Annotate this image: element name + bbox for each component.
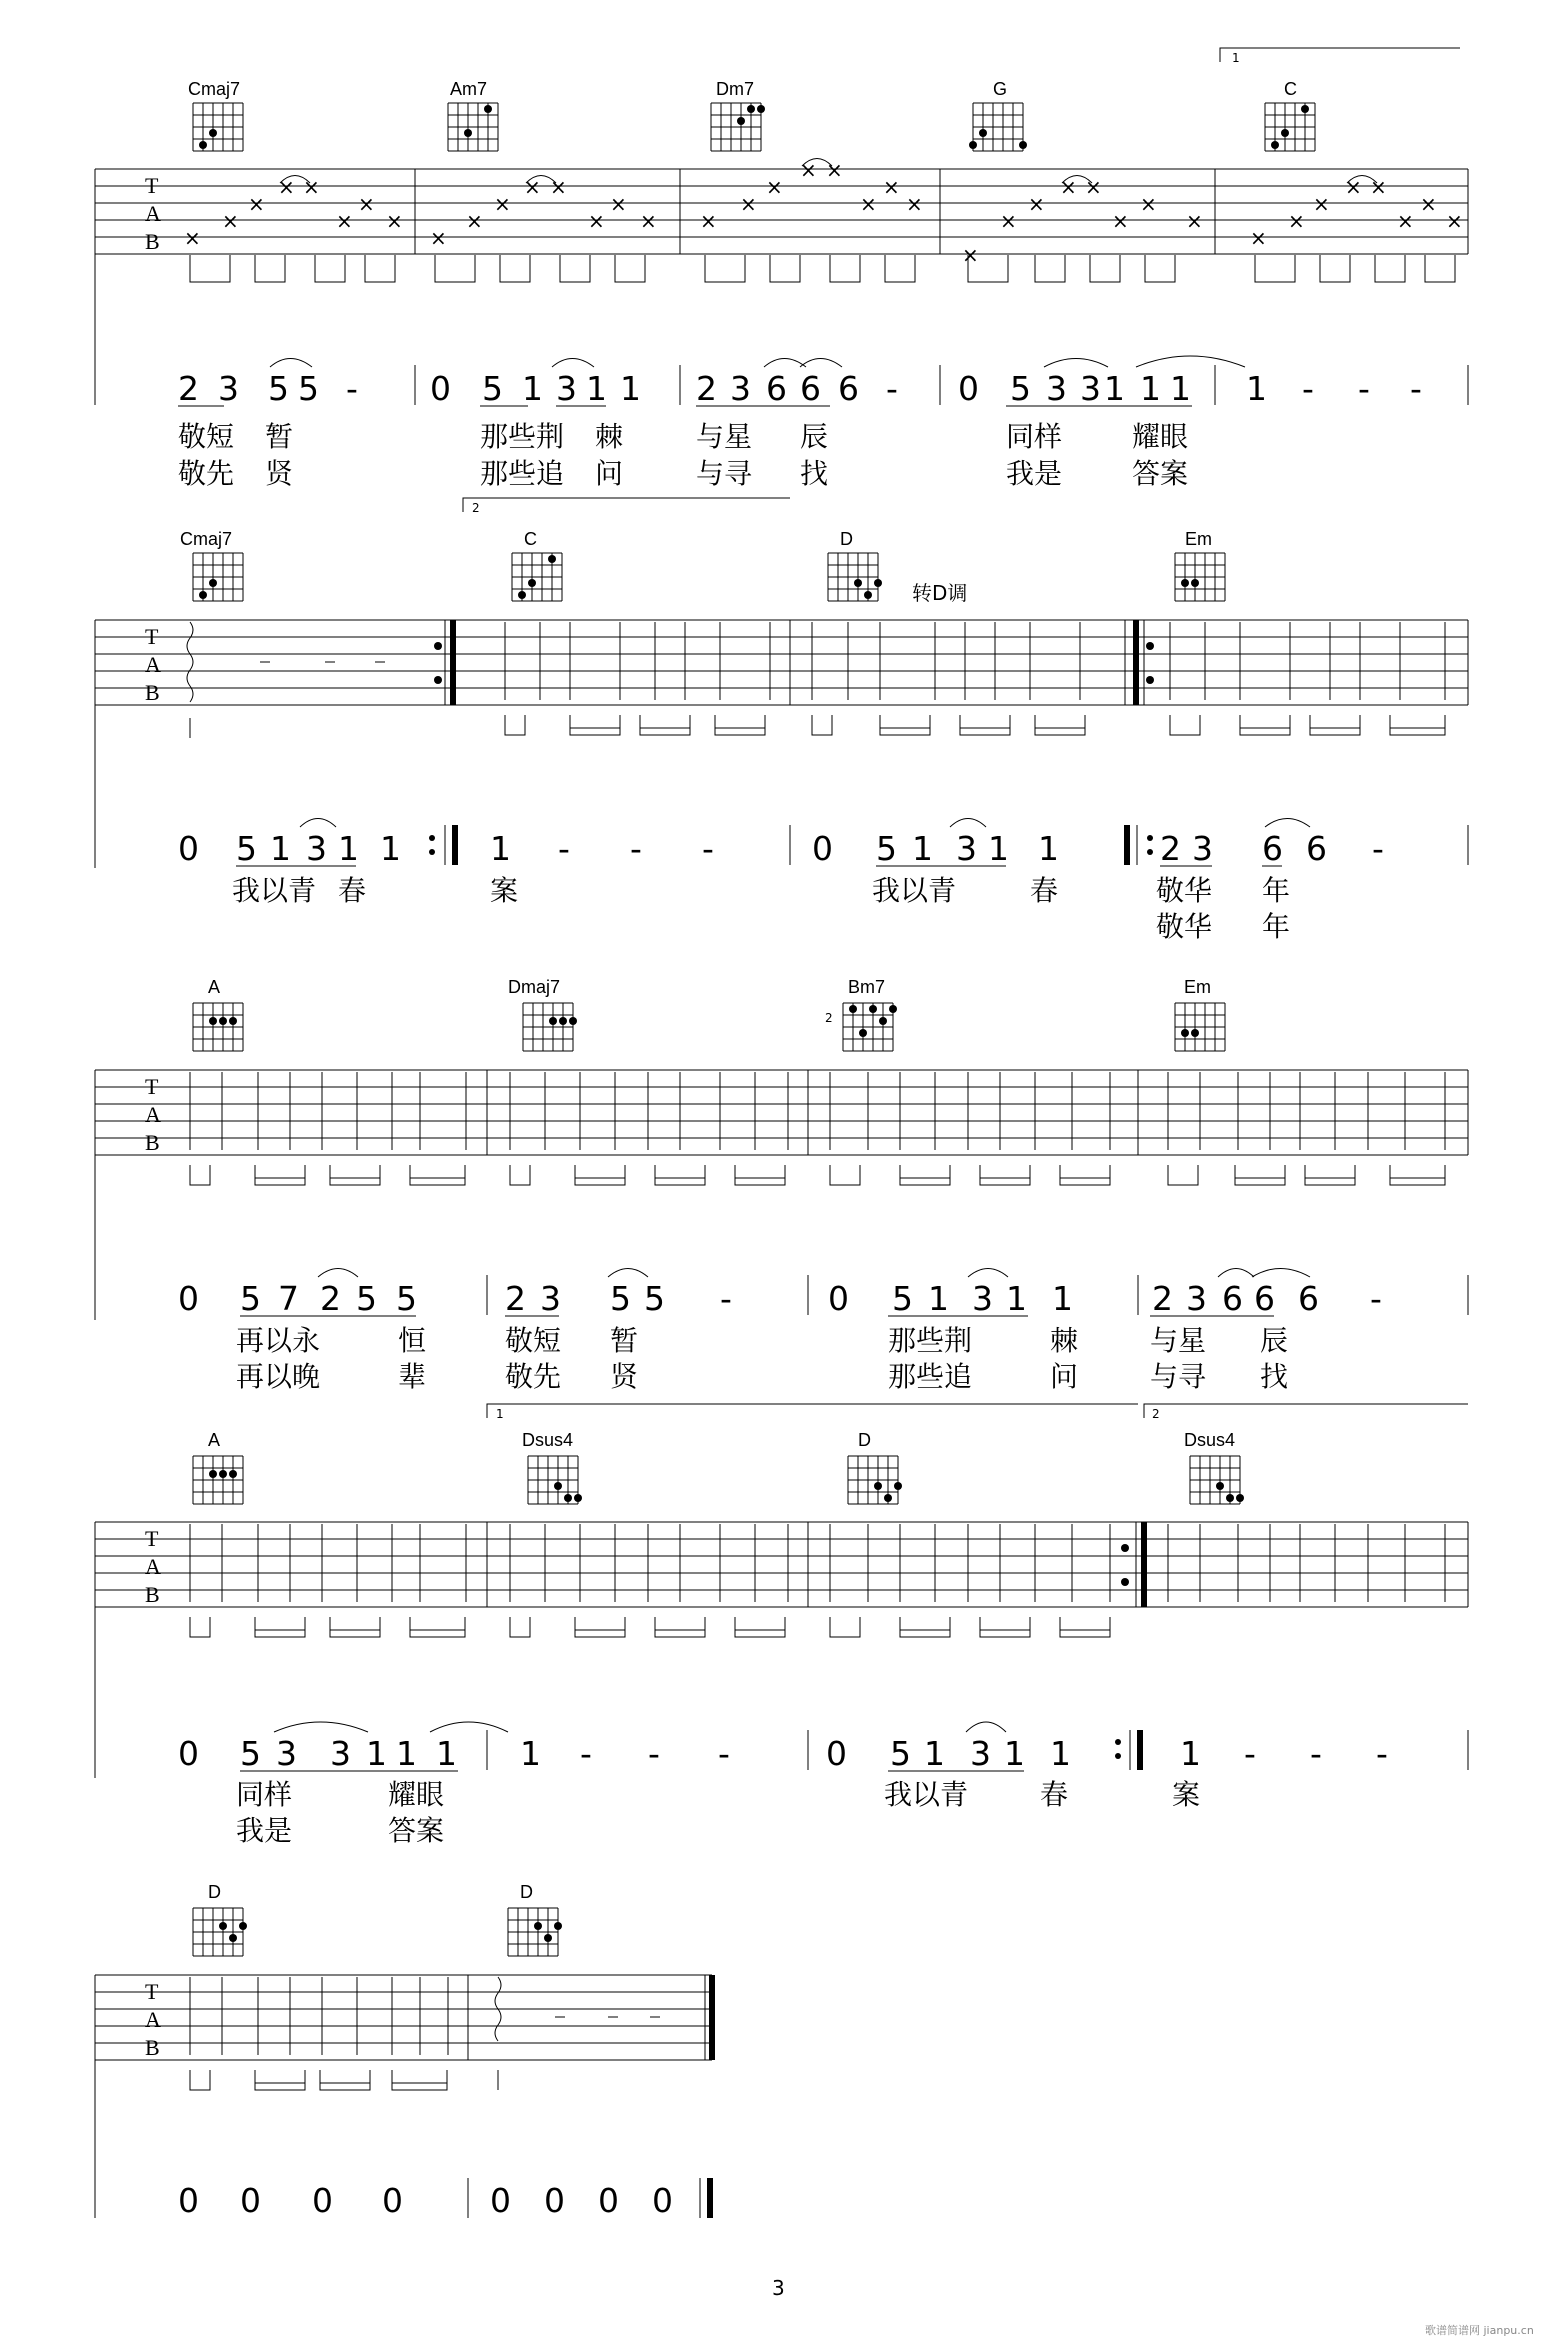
note: 3: [556, 369, 577, 408]
system-4: [95, 1404, 1468, 1847]
chord-name-a: A: [208, 977, 221, 997]
svg-text:×: ×: [1345, 175, 1362, 199]
bm7-fret-number: 2: [825, 1011, 833, 1025]
tab-letter-t: T: [145, 624, 159, 649]
lyric: 春: [338, 874, 367, 907]
system-3: [95, 977, 1468, 1393]
note: 5: [482, 369, 503, 408]
tab-staff-1: [95, 158, 1468, 404]
svg-text:×: ×: [303, 175, 320, 199]
note: 5: [356, 1279, 377, 1318]
lyric: 年: [1262, 874, 1291, 907]
note: 5: [298, 369, 319, 408]
chord-name-dm7: Dm7: [716, 79, 755, 99]
lyric: 我是: [236, 1814, 293, 1847]
svg-text:×: ×: [610, 192, 627, 216]
note: 0: [544, 2181, 565, 2220]
svg-text:×: ×: [222, 209, 239, 233]
note: -: [1310, 1734, 1322, 1773]
tab-letter-a: A: [145, 2007, 161, 2032]
svg-text:×: ×: [1397, 209, 1414, 233]
note: 6: [1306, 829, 1327, 868]
svg-text:×: ×: [1250, 226, 1267, 250]
note: 5: [396, 1279, 417, 1318]
lyric: 敬华: [1156, 874, 1213, 907]
chord-name-c: C: [524, 529, 537, 549]
chord-name-cmaj7: Cmaj7: [188, 79, 241, 99]
note: -: [1244, 1734, 1256, 1773]
svg-text:×: ×: [740, 192, 757, 216]
lyric: 问: [1050, 1360, 1079, 1393]
svg-text:×: ×: [430, 226, 447, 250]
lyric: 敬短: [505, 1324, 562, 1357]
lyric: 棘: [1050, 1324, 1079, 1357]
note: 6: [1254, 1279, 1275, 1318]
note: -: [1372, 829, 1384, 868]
lyric: 找: [800, 457, 829, 490]
key-change-label: 转D调: [912, 581, 968, 605]
chord-name-am7: Am7: [450, 79, 488, 99]
lyric: 我以青: [232, 874, 317, 907]
lyric: 问: [595, 457, 624, 490]
tab-letter-a: A: [145, 652, 161, 677]
chord-name-dsus4: Dsus4: [522, 1430, 574, 1450]
note: 6: [800, 369, 821, 408]
note: 0: [312, 2181, 333, 2220]
svg-text:×: ×: [386, 209, 403, 233]
lyric: 年: [1262, 910, 1291, 943]
svg-text:×: ×: [588, 209, 605, 233]
note: 1: [380, 829, 401, 868]
lyric: 春: [1040, 1778, 1069, 1811]
lyrics-row-4: [236, 1778, 1200, 1847]
note: 3: [276, 1734, 297, 1773]
svg-text:×: ×: [1112, 209, 1129, 233]
note: -: [346, 369, 358, 408]
note: 1: [1246, 369, 1267, 408]
svg-text:×: ×: [184, 226, 201, 250]
note: -: [718, 1734, 730, 1773]
tab-letter-a: A: [145, 201, 161, 226]
lyric: 辈: [398, 1360, 427, 1393]
note: 1: [396, 1734, 417, 1773]
chord-diagram-em: [1175, 1003, 1225, 1051]
note: 0: [178, 2181, 199, 2220]
svg-text:×: ×: [640, 209, 657, 233]
note: 3: [218, 369, 239, 408]
jianpu-row-5: [178, 2178, 710, 2220]
note: 0: [178, 1279, 199, 1318]
lyric: 那些荆: [480, 420, 565, 453]
note: 1: [338, 829, 359, 868]
lyric: 那些追: [888, 1360, 973, 1393]
note: 3: [1186, 1279, 1207, 1318]
svg-text:×: ×: [700, 209, 717, 233]
lyrics-row-2: [232, 874, 1290, 943]
tab-letter-b: B: [145, 680, 160, 705]
svg-text:×: ×: [962, 243, 979, 267]
chord-diagram-d-2: [508, 1908, 562, 1956]
svg-text:×: ×: [358, 192, 375, 216]
lyric: 辰: [800, 420, 829, 453]
tab-letter-a: A: [145, 1554, 161, 1579]
tab-letter-t: T: [145, 1526, 159, 1551]
jianpu-row-4: [178, 1722, 1468, 1773]
note: 3: [1192, 829, 1213, 868]
lyric: 耀眼: [388, 1778, 445, 1811]
note: 3: [330, 1734, 351, 1773]
lyric: 棘: [595, 420, 624, 453]
lyric: 辰: [1260, 1324, 1289, 1357]
chord-name-cmaj7: Cmaj7: [180, 529, 233, 549]
lyric: 答案: [388, 1814, 445, 1847]
note: 6: [1222, 1279, 1243, 1318]
note: 0: [598, 2181, 619, 2220]
page-number: 3: [772, 2276, 785, 2300]
lyric: 同样: [1006, 420, 1063, 453]
lyric: 再以晚: [236, 1360, 321, 1393]
lyric: 同样: [236, 1778, 293, 1811]
chord-name-d: D: [858, 1430, 871, 1450]
system-1: [95, 48, 1468, 490]
lyric: 案: [490, 874, 519, 907]
note: 0: [430, 369, 451, 408]
tab-letter-t: T: [145, 1074, 159, 1099]
svg-text:×: ×: [1420, 192, 1437, 216]
chord-diagram-dsus4-2: [1190, 1456, 1244, 1504]
note: 1: [586, 369, 607, 408]
ending-2-label: 2: [472, 501, 480, 515]
svg-text:×: ×: [278, 175, 295, 199]
lyric: 找: [1260, 1360, 1289, 1393]
note: 0: [382, 2181, 403, 2220]
tab-letter-a: A: [145, 1102, 161, 1127]
svg-text:×: ×: [1000, 209, 1017, 233]
note: 6: [838, 369, 859, 408]
note: 0: [178, 1734, 199, 1773]
note: 0: [652, 2181, 673, 2220]
note: 1: [620, 369, 641, 408]
svg-text:×: ×: [1085, 175, 1102, 199]
chord-diagram-dsus4: [528, 1456, 582, 1504]
jianpu-row-1: [95, 356, 1468, 408]
svg-text:×: ×: [766, 175, 783, 199]
chord-diagram-d: [193, 1908, 247, 1956]
lyric: 敬先: [178, 457, 235, 490]
chord-name-a: A: [208, 1430, 221, 1450]
tab-letter-b: B: [145, 1130, 160, 1155]
svg-text:×: ×: [1060, 175, 1077, 199]
note: 5: [1010, 369, 1031, 408]
chord-diagram-am7: [448, 103, 498, 151]
note: 5: [644, 1279, 665, 1318]
chord-diagram-bm7: [843, 1003, 897, 1051]
note: -: [648, 1734, 660, 1773]
jianpu-row-3: [178, 1269, 1468, 1319]
lyric: 我以青: [884, 1778, 969, 1811]
note: 3: [956, 829, 977, 868]
note: 3: [970, 1734, 991, 1773]
note: -: [1376, 1734, 1388, 1773]
chord-diagram-dmaj7: [523, 1003, 577, 1051]
lyrics-row-1: [178, 420, 1188, 490]
chord-diagram-a: [193, 1456, 243, 1504]
tab-letter-b: B: [145, 1582, 160, 1607]
ending-2-label: 2: [1152, 1407, 1160, 1421]
note: 5: [876, 829, 897, 868]
lyric: 恒: [398, 1324, 427, 1357]
ending-1-label: 1: [496, 1407, 504, 1421]
note: -: [1410, 369, 1422, 408]
note: 7: [278, 1279, 299, 1318]
note: 5: [610, 1279, 631, 1318]
note: 5: [268, 369, 289, 408]
ending-1-label: 1: [1232, 51, 1240, 65]
note: -: [630, 829, 642, 868]
lyric: 敬先: [505, 1360, 562, 1393]
chord-name-c: C: [1284, 79, 1297, 99]
lyric: 贤: [610, 1360, 639, 1393]
note: 0: [178, 829, 199, 868]
note: 1: [270, 829, 291, 868]
note: 5: [240, 1279, 261, 1318]
lyric: 再以永: [236, 1324, 321, 1357]
tab-letter-t: T: [145, 1979, 159, 2004]
note: 1: [1038, 829, 1059, 868]
note: 1: [522, 369, 543, 408]
note: 3: [1046, 369, 1067, 408]
chord-name-dsus4-2: Dsus4: [1184, 1430, 1236, 1450]
note: -: [1370, 1279, 1382, 1318]
note: 1: [1006, 1279, 1027, 1318]
note: 1: [912, 829, 933, 868]
note: -: [1302, 369, 1314, 408]
svg-text:×: ×: [883, 175, 900, 199]
note: 5: [892, 1279, 913, 1318]
lyric: 案: [1172, 1778, 1201, 1811]
chord-diagram-cmaj7: [193, 553, 243, 601]
svg-text:×: ×: [906, 192, 923, 216]
note: 2: [1152, 1279, 1173, 1318]
tab-staff-4: [95, 1522, 1468, 1778]
chord-diagram-d: [848, 1456, 902, 1504]
svg-text:×: ×: [466, 209, 483, 233]
note: 5: [890, 1734, 911, 1773]
lyric: 与寻: [696, 457, 753, 490]
note: 3: [1080, 369, 1101, 408]
lyric: 与寻: [1150, 1360, 1207, 1393]
note: -: [580, 1734, 592, 1773]
svg-text:×: ×: [524, 175, 541, 199]
lyric: 暂: [265, 420, 294, 453]
svg-text:×: ×: [1446, 209, 1463, 233]
svg-text:×: ×: [494, 192, 511, 216]
note: 2: [1160, 829, 1181, 868]
note: 3: [972, 1279, 993, 1318]
svg-text:×: ×: [336, 209, 353, 233]
chord-name-bm7: Bm7: [848, 977, 886, 997]
tab-letter-b: B: [145, 229, 160, 254]
note: 2: [320, 1279, 341, 1318]
jianpu-row-2: [178, 819, 1468, 869]
chord-diagram-dm7: [711, 103, 765, 151]
chord-name-d: D: [208, 1882, 221, 1902]
chord-name-d: D: [840, 529, 853, 549]
note: 0: [828, 1279, 849, 1318]
lyric: 春: [1030, 874, 1059, 907]
chord-diagram-c: [512, 553, 562, 601]
svg-text:×: ×: [550, 175, 567, 199]
svg-text:×: ×: [1313, 192, 1330, 216]
lyric: 我以青: [872, 874, 957, 907]
note: 0: [490, 2181, 511, 2220]
lyric: 我是: [1006, 457, 1063, 490]
chord-diagram-d: [828, 553, 882, 601]
note: 6: [1262, 829, 1283, 868]
note: 1: [1170, 369, 1191, 408]
note: 1: [520, 1734, 541, 1773]
lyric: 答案: [1132, 457, 1189, 490]
chord-name-em: Em: [1184, 977, 1211, 997]
svg-text:×: ×: [1186, 209, 1203, 233]
svg-text:×: ×: [800, 158, 817, 182]
note: 1: [928, 1279, 949, 1318]
tab-letter-b: B: [145, 2035, 160, 2060]
note: 2: [505, 1279, 526, 1318]
note: 1: [490, 829, 511, 868]
system-5: [95, 1882, 712, 2220]
lyric: 那些追: [480, 457, 565, 490]
lyric: 敬华: [1156, 910, 1213, 943]
note: 1: [988, 829, 1009, 868]
system-2: [95, 498, 1468, 943]
lyric: 暂: [610, 1324, 639, 1357]
note: 5: [236, 829, 257, 868]
svg-text:×: ×: [860, 192, 877, 216]
note: 1: [366, 1734, 387, 1773]
svg-text:×: ×: [826, 158, 843, 182]
note: -: [720, 1279, 732, 1318]
note: -: [558, 829, 570, 868]
note: -: [886, 369, 898, 408]
note: 1: [1050, 1734, 1071, 1773]
note: 1: [1004, 1734, 1025, 1773]
lyric: 贤: [265, 457, 294, 490]
note: 0: [958, 369, 979, 408]
note: 2: [178, 369, 199, 408]
chord-name-dmaj7: Dmaj7: [508, 977, 561, 997]
lyric: 耀眼: [1132, 420, 1189, 453]
watermark: 歌谱简谱网 jianpu.cn: [1425, 2324, 1534, 2337]
chord-diagram-cmaj7: [193, 103, 243, 151]
note: 3: [306, 829, 327, 868]
lyric: 那些荆: [888, 1324, 973, 1357]
chord-diagram-a: [193, 1003, 243, 1051]
svg-text:×: ×: [1288, 209, 1305, 233]
note: 1: [1104, 369, 1125, 408]
note: -: [702, 829, 714, 868]
note: 5: [240, 1734, 261, 1773]
chord-diagram-em: [1175, 553, 1225, 601]
note: 1: [1180, 1734, 1201, 1773]
note: 3: [540, 1279, 561, 1318]
note: 0: [812, 829, 833, 868]
note: 1: [1052, 1279, 1073, 1318]
svg-text:×: ×: [248, 192, 265, 216]
svg-text:×: ×: [1370, 175, 1387, 199]
lyric: 敬短: [178, 420, 235, 453]
svg-text:×: ×: [1028, 192, 1045, 216]
lyrics-row-3: [236, 1324, 1288, 1393]
note: 0: [826, 1734, 847, 1773]
chord-diagram-c: [1265, 103, 1315, 151]
lyric: 与星: [1150, 1324, 1207, 1357]
svg-text:×: ×: [1140, 192, 1157, 216]
chord-diagram-g: [969, 103, 1027, 151]
note: 1: [924, 1734, 945, 1773]
note: 1: [436, 1734, 457, 1773]
note: 6: [766, 369, 787, 408]
note: 1: [1140, 369, 1161, 408]
chord-name-g: G: [993, 79, 1008, 99]
note: 6: [1298, 1279, 1319, 1318]
note: 2: [696, 369, 717, 408]
lyric: 与星: [696, 420, 753, 453]
note: 0: [240, 2181, 261, 2220]
note: 3: [730, 369, 751, 408]
note: -: [1358, 369, 1370, 408]
chord-name-em: Em: [1185, 529, 1212, 549]
tab-letter-t: T: [145, 173, 159, 198]
chord-name-d-2: D: [520, 1882, 533, 1902]
